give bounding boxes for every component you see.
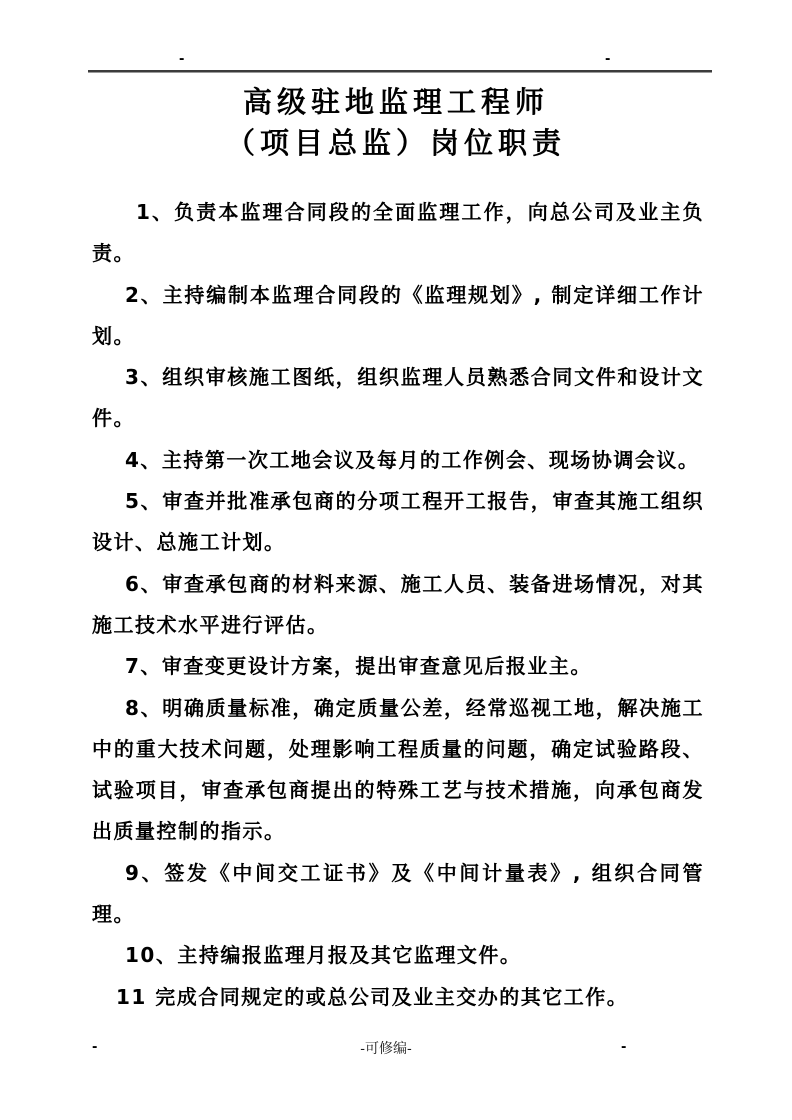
responsibility-item-8: 8、明确质量标准，确定质量公差，经常巡视工地，解决施工中的重大技术问题，处理影响工程质量的问题，确定试验路段、试验项目，审查承包商提出的特殊工艺与技术措施，向承包商发出质量控制的指示。 xyxy=(92,695,704,844)
responsibility-item-9: 9、签发《中间交工证书》及《中间计量表》, 组织合同管理。 xyxy=(92,860,704,927)
responsibility-item-10: 10、主持编报监理月报及其它监理文件。 xyxy=(125,943,522,968)
document-title-line-1: 高级驻地监理工程师 xyxy=(242,85,549,119)
responsibility-item-11: 11 完成合同规定的或总公司及业主交办的其它工作。 xyxy=(116,984,629,1009)
responsibility-item-5: 5、审查并批准承包商的分项工程开工报告，审查其施工组织设计、总施工计划。 xyxy=(92,489,704,555)
responsibility-item-2: 2、主持编制本监理合同段的《监理规划》, 制定详细工作计划。 xyxy=(92,282,704,348)
responsibility-list xyxy=(92,192,704,1018)
responsibility-item-4: 4、主持第一次工地会议及每月的工作例会、现场协调会议。 xyxy=(125,447,700,472)
document-title-line-2: （项目总监）岗位职责 xyxy=(225,126,566,160)
header-right-dash: - xyxy=(605,52,611,67)
header-divider-line xyxy=(88,70,712,73)
footer-editable-note: -可修编- xyxy=(360,1041,412,1057)
responsibility-item-1: 1、负责本监理合同段的全面监理工作，向总公司及业主负责。 xyxy=(92,200,704,266)
responsibility-item-3: 3、组织审核施工图纸，组织监理人员熟悉合同文件和设计文件。 xyxy=(92,365,704,431)
footer-right-dash: - xyxy=(621,1040,627,1055)
responsibility-item-6: 6、审查承包商的材料来源、施工人员、装备进场情况，对其施工技术水平进行评估。 xyxy=(92,571,704,637)
header-left-dash: - xyxy=(179,52,185,67)
responsibility-item-7: 7、审查变更设计方案，提出审查意见后报业主。 xyxy=(125,654,592,679)
document-title xyxy=(0,82,792,164)
footer-left-dash: - xyxy=(92,1040,98,1055)
